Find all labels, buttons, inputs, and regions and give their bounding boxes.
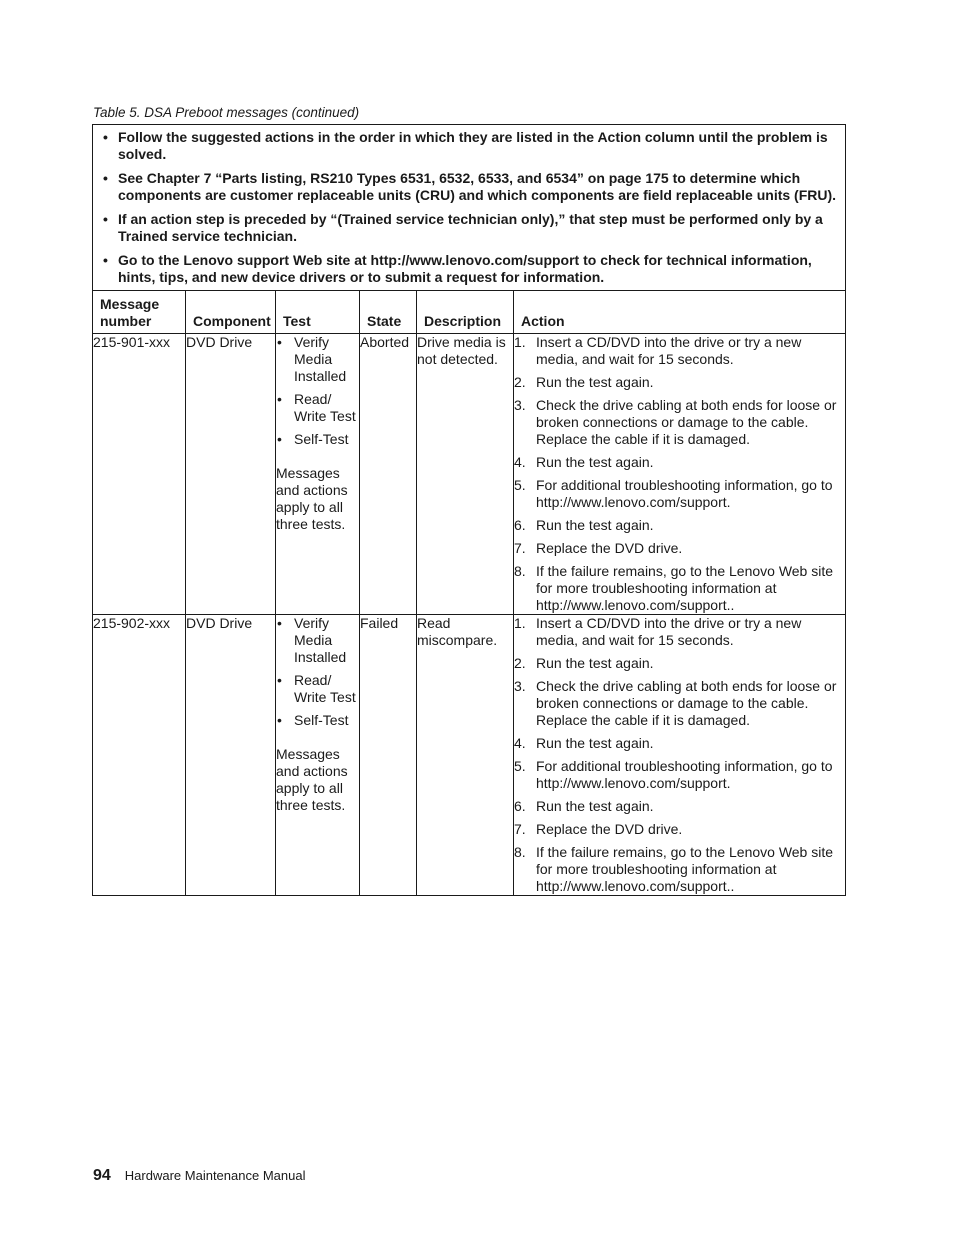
test-item: • Verify Media Installed — [276, 334, 359, 385]
page-footer — [93, 1167, 305, 1185]
test-cell — [276, 615, 360, 896]
action-list — [514, 615, 845, 895]
test-item: • Self-Test — [276, 712, 359, 729]
action-step — [514, 477, 845, 511]
step-number: 1. — [514, 334, 526, 350]
note-item: • Follow the suggested actions in the order in which they are listed in the Action column until the problem is solved. — [101, 129, 837, 163]
header-row — [93, 291, 846, 334]
step-text: Replace the DVD drive. — [536, 821, 683, 837]
step-number: 7. — [514, 540, 526, 556]
action-step — [514, 374, 845, 391]
step-number: 7. — [514, 821, 526, 837]
step-number: 1. — [514, 615, 526, 631]
notes-cell — [93, 125, 846, 291]
action-step — [514, 454, 845, 471]
action-step — [514, 334, 845, 368]
step-text: Run the test again. — [536, 454, 654, 470]
test-item: • Read/ Write Test — [276, 391, 359, 425]
action-step — [514, 563, 845, 614]
step-number: 2. — [514, 655, 526, 671]
action-step — [514, 517, 845, 534]
table-row — [93, 334, 846, 615]
note-item: • If an action step is preceded by “(Trained service technician only),” that step must be performed only by a Trained service technician. — [101, 211, 837, 245]
step-number: 6. — [514, 798, 526, 814]
header-component: Component — [186, 291, 276, 334]
action-cell — [514, 615, 846, 896]
step-number: 2. — [514, 374, 526, 390]
notes-row — [93, 125, 846, 291]
component-cell: DVD Drive — [186, 334, 276, 615]
action-step — [514, 678, 845, 729]
table-row — [93, 615, 846, 896]
test-note: Messages and actions apply to all three tests. — [276, 746, 348, 813]
action-step — [514, 758, 845, 792]
step-number: 6. — [514, 517, 526, 533]
action-step — [514, 821, 845, 838]
page-number: 94 — [93, 1167, 111, 1184]
step-text: Insert a CD/DVD into the drive or try a new media, and wait for 15 seconds. — [536, 334, 802, 367]
test-item: • Read/ Write Test — [276, 672, 359, 706]
step-text: If the failure remains, go to the Lenovo Web site for more troubleshooting information at http://www.lenovo.com/support.. — [536, 563, 834, 613]
description-cell: Read miscompare. — [417, 615, 514, 896]
manual-title: Hardware Maintenance Manual — [124, 1168, 306, 1183]
notes-list — [101, 129, 837, 286]
test-list — [276, 334, 359, 448]
test-cell — [276, 334, 360, 615]
header-action: Action — [514, 291, 846, 334]
state-cell: Failed — [360, 615, 417, 896]
step-number: 3. — [514, 397, 526, 413]
step-text: Run the test again. — [536, 517, 654, 533]
step-text: Insert a CD/DVD into the drive or try a new media, and wait for 15 seconds. — [536, 615, 802, 648]
test-list — [276, 615, 359, 729]
action-step — [514, 844, 845, 895]
action-cell — [514, 334, 846, 615]
description-cell: Drive media is not detected. — [417, 334, 514, 615]
header-message-number: Message number — [93, 291, 186, 334]
action-step — [514, 798, 845, 815]
note-item: • Go to the Lenovo support Web site at http://www.lenovo.com/support to check for technical information, hints, tips, and new device drivers or to submit a request for information. — [101, 252, 837, 286]
step-text: Check the drive cabling at both ends for loose or broken connections or damage to the cable. Replace the cable if it is damaged. — [536, 397, 837, 447]
state-cell: Aborted — [360, 334, 417, 615]
step-text: For additional troubleshooting information, go to http://www.lenovo.com/support. — [536, 477, 833, 510]
test-note: Messages and actions apply to all three tests. — [276, 465, 348, 532]
step-text: Run the test again. — [536, 735, 654, 751]
test-item: • Verify Media Installed — [276, 615, 359, 666]
step-text: For additional troubleshooting information, go to http://www.lenovo.com/support. — [536, 758, 833, 791]
test-item: • Self-Test — [276, 431, 359, 448]
step-number: 5. — [514, 758, 526, 774]
step-text: If the failure remains, go to the Lenovo Web site for more troubleshooting information at http://www.lenovo.com/support.. — [536, 844, 834, 894]
step-text: Run the test again. — [536, 798, 654, 814]
step-number: 8. — [514, 563, 526, 579]
step-number: 3. — [514, 678, 526, 694]
action-step — [514, 397, 845, 448]
message-number-cell: 215-902-xxx — [93, 615, 186, 896]
step-text: Run the test again. — [536, 374, 654, 390]
header-state: State — [360, 291, 417, 334]
action-step — [514, 735, 845, 752]
header-description: Description — [417, 291, 514, 334]
step-text: Replace the DVD drive. — [536, 540, 683, 556]
action-step — [514, 655, 845, 672]
step-number: 4. — [514, 735, 526, 751]
step-text: Check the drive cabling at both ends for loose or broken connections or damage to the cable. Replace the cable if it is damaged. — [536, 678, 837, 728]
step-number: 5. — [514, 477, 526, 493]
table-caption: Table 5. DSA Preboot messages (continued) — [93, 105, 360, 120]
component-cell: DVD Drive — [186, 615, 276, 896]
step-text: Run the test again. — [536, 655, 654, 671]
dsa-messages-table — [92, 124, 846, 896]
action-step — [514, 615, 845, 649]
action-step — [514, 540, 845, 557]
message-number-cell: 215-901-xxx — [93, 334, 186, 615]
step-number: 8. — [514, 844, 526, 860]
note-item: • See Chapter 7 “Parts listing, RS210 Types 6531, 6532, 6533, and 6534” on page 175 to determine which components are customer replaceable units (CRU) and which components are field replaceable units (FRU). — [101, 170, 837, 204]
step-number: 4. — [514, 454, 526, 470]
action-list — [514, 334, 845, 614]
header-test: Test — [276, 291, 360, 334]
